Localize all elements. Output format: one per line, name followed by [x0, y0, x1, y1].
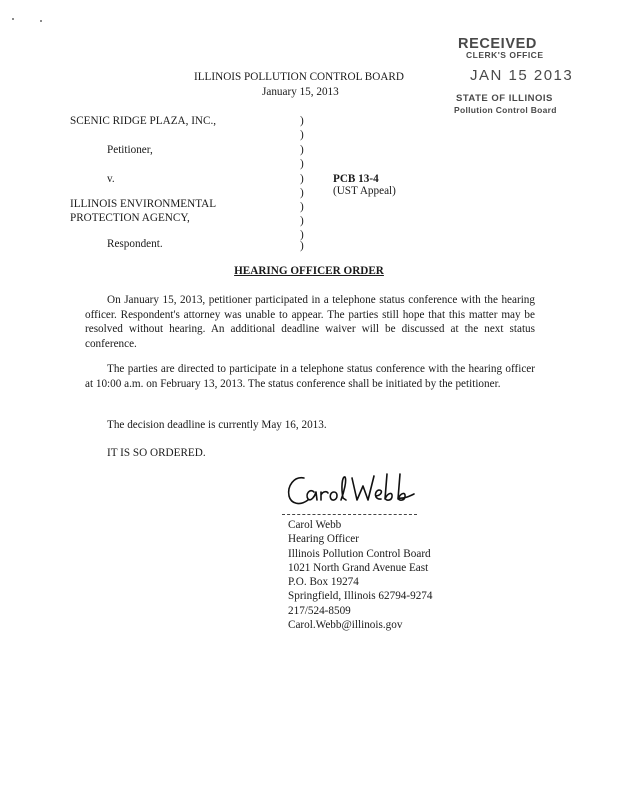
signer-email[interactable]: Carol.Webb@illinois.gov	[288, 619, 403, 632]
order-paragraph-1-text: On January 15, 2013, petitioner participated in a telephone status conference with the hearing officer. Respondent's attorney was unable to appear. The parties still hope that this matter may be resolved without hearing. An additional deadline waiver will be discussed at the next status conference.	[85, 294, 535, 350]
board-title: ILLINOIS POLLUTION CONTROL BOARD	[194, 71, 404, 83]
versus: v.	[107, 173, 115, 185]
caption-paren: )	[300, 144, 304, 156]
caption-paren: )	[300, 229, 304, 241]
case-number: PCB 13-4	[333, 173, 379, 185]
signature-line	[282, 514, 417, 515]
signer-name: Carol Webb	[288, 519, 342, 531]
scan-speck	[40, 20, 42, 22]
handwritten-signature	[284, 468, 424, 519]
signer-city: Springfield, Illinois 62794-9274	[288, 590, 433, 603]
caption-paren: )	[300, 240, 304, 252]
signer-phone: 217/524-8509	[288, 604, 351, 617]
respondent-name-line2: PROTECTION AGENCY,	[70, 212, 190, 224]
decision-deadline: The decision deadline is currently May 16, 2013.	[107, 419, 327, 431]
signer-pobox: P.O. Box 19274	[288, 576, 359, 589]
caption-paren: )	[300, 201, 304, 213]
respondent-name-line1: ILLINOIS ENVIRONMENTAL	[70, 198, 217, 210]
signer-title: Hearing Officer	[288, 533, 359, 546]
order-date: January 15, 2013	[262, 86, 339, 98]
petitioner-name: SCENIC RIDGE PLAZA, INC.,	[70, 115, 217, 127]
so-ordered: IT IS SO ORDERED.	[107, 447, 206, 459]
stamp-state: STATE OF ILLINOIS	[456, 93, 553, 104]
signer-org: Illinois Pollution Control Board	[288, 547, 431, 560]
signature-block	[288, 518, 433, 632]
order-title: HEARING OFFICER ORDER	[234, 265, 384, 277]
order-paragraph-2-text: The parties are directed to participate in a telephone status conference with the hearing officer at 10:00 a.m. on February 13, 2013. The status conference shall be initiated by the petitioner.	[85, 363, 535, 390]
caption-paren: )	[300, 187, 304, 199]
stamp-office: CLERK'S OFFICE	[466, 50, 544, 60]
order-paragraph-1	[85, 293, 535, 351]
caption-paren: )	[300, 215, 304, 227]
stamp-received: RECEIVED	[458, 36, 537, 52]
caption-paren: )	[300, 158, 304, 170]
scan-speck	[12, 18, 14, 20]
stamp-date: JAN 15 2013	[470, 67, 574, 84]
caption-paren: )	[300, 129, 304, 141]
caption-paren: )	[300, 173, 304, 185]
stamp-board: Pollution Control Board	[454, 105, 557, 115]
petitioner-role: Petitioner,	[107, 144, 153, 156]
respondent-role: Respondent.	[107, 238, 163, 250]
caption-paren: )	[300, 115, 304, 127]
signer-street: 1021 North Grand Avenue East	[288, 561, 429, 574]
signature-graphic	[284, 468, 424, 516]
case-type: (UST Appeal)	[333, 185, 396, 197]
order-paragraph-2	[85, 362, 535, 391]
